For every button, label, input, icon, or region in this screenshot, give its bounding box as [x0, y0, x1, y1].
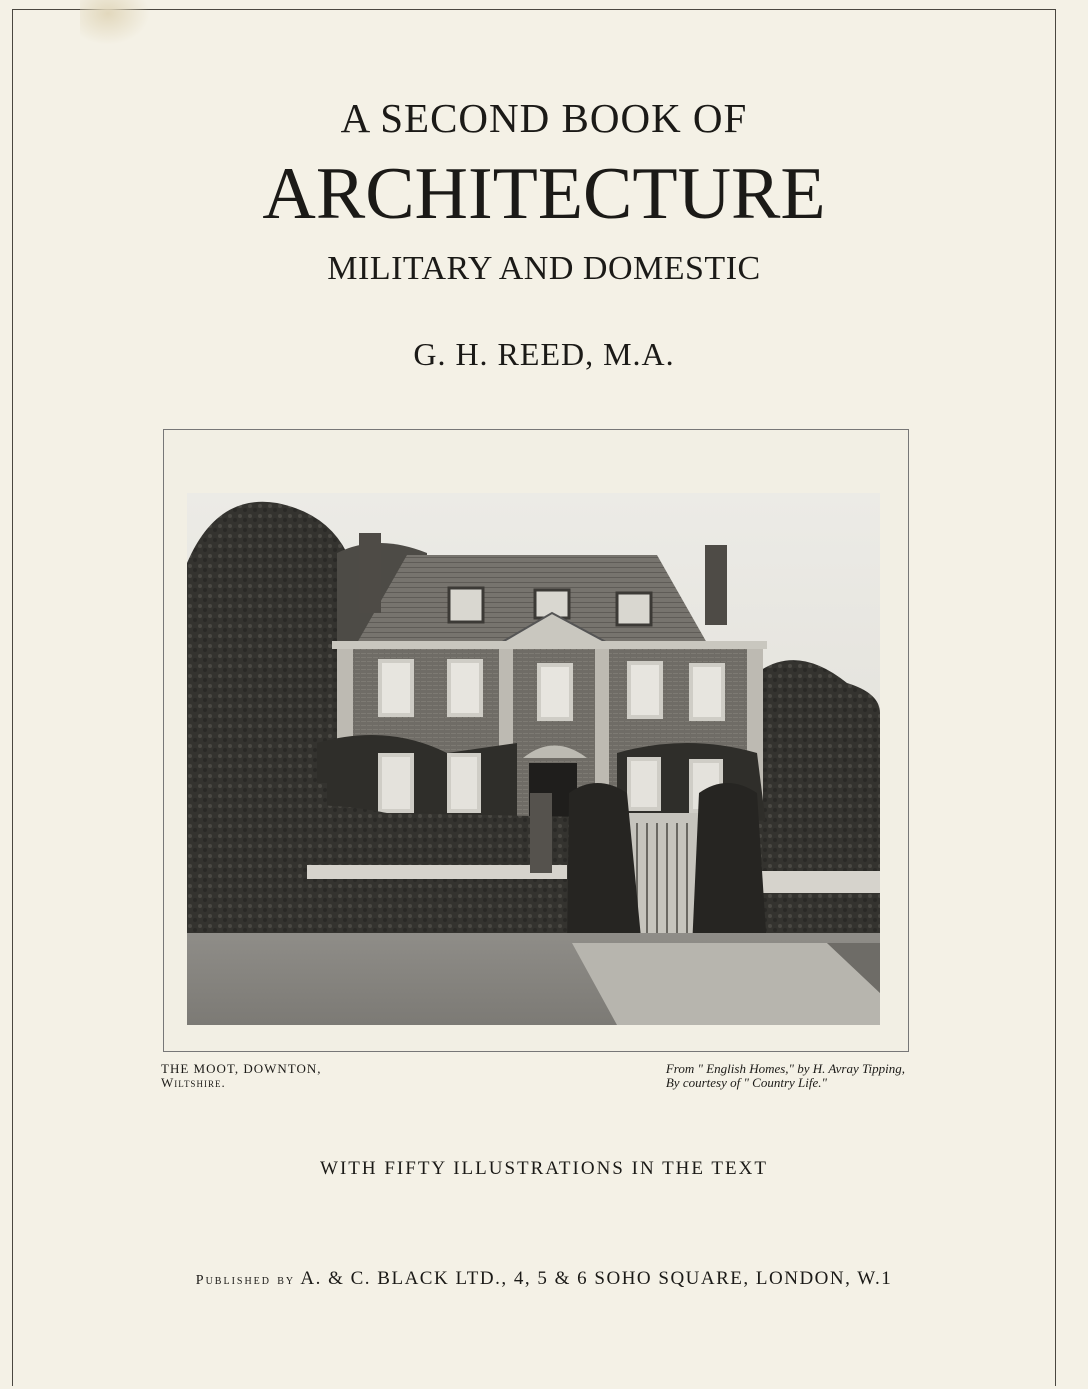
- paper-stain: [80, 0, 150, 45]
- caption-source: From " English Homes," by H. Avray Tipping,: [665, 1061, 905, 1076]
- caption-courtesy: By courtesy of " Country Life.": [665, 1075, 827, 1090]
- publisher-prefix-published: Published: [195, 1273, 272, 1288]
- publisher-prefix-by: by: [277, 1273, 296, 1288]
- author: G. H. REED, M.A.: [413, 336, 675, 372]
- house-photo: [187, 493, 880, 1025]
- plate-caption-credit: [666, 1062, 905, 1090]
- publisher-line: [0, 1268, 1088, 1290]
- illustrations-note: WITH FIFTY ILLUSTRATIONS IN THE TEXT: [320, 1158, 768, 1179]
- publisher-name: A. & C. BLACK LTD., 4, 5 & 6 SOHO SQUARE, LONDON, W.1: [300, 1268, 893, 1289]
- title-subtitle: MILITARY AND DOMESTIC: [327, 250, 761, 287]
- plate-caption-location: [161, 1062, 322, 1090]
- caption-county: Wiltshire.: [161, 1075, 226, 1090]
- title-main: ARCHITECTURE: [262, 153, 826, 235]
- caption-place: THE MOOT, DOWNTON,: [161, 1061, 322, 1076]
- title-line-1: A SECOND BOOK OF: [340, 95, 748, 141]
